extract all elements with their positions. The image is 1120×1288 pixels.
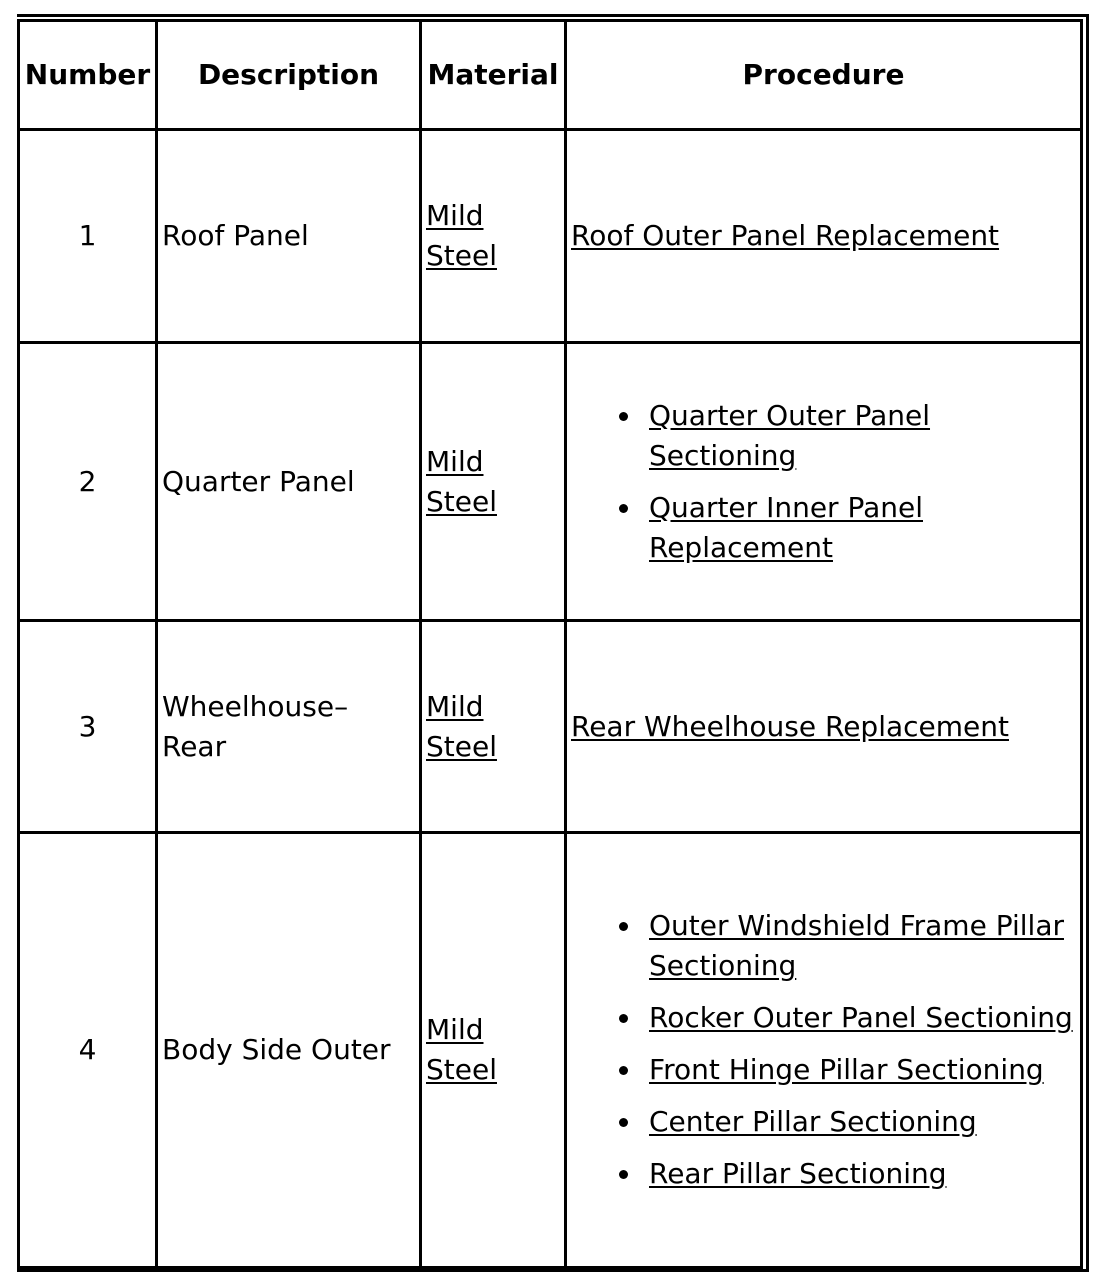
procedure-link-front-hinge-pillar-sectioning[interactable]: Front Hinge Pillar Sectioning	[649, 1053, 1044, 1086]
row-description: Quarter Panel	[155, 344, 419, 622]
header-number: Number	[17, 19, 155, 131]
bullet-icon	[619, 1066, 628, 1075]
list-item	[649, 1050, 1076, 1090]
header-procedure: Procedure	[564, 19, 1083, 131]
table-row	[17, 834, 1083, 1269]
row-number: 4	[17, 834, 155, 1269]
header-description: Description	[155, 19, 419, 131]
row-description: Roof Panel	[155, 131, 419, 344]
row-material-cell	[419, 622, 564, 834]
row-material-cell	[419, 834, 564, 1269]
row-number: 1	[17, 131, 155, 344]
procedure-list	[571, 396, 1076, 568]
row-number: 3	[17, 622, 155, 834]
procedure-link-rear-pillar-sectioning[interactable]: Rear Pillar Sectioning	[649, 1157, 947, 1190]
material-link[interactable]: Mild Steel	[426, 199, 497, 272]
table-header-row	[17, 19, 1083, 131]
procedure-link-center-pillar-sectioning[interactable]: Center Pillar Sectioning	[649, 1105, 977, 1138]
list-item	[649, 998, 1076, 1038]
material-link[interactable]: Mild Steel	[426, 689, 497, 763]
procedure-link-outer-windshield-frame-pillar-sectioning[interactable]: Outer Windshield Frame Pillar Sectioning	[649, 909, 1064, 982]
procedure-link-quarter-outer-panel-sectioning[interactable]: Quarter Outer Panel Sectioning	[649, 398, 931, 472]
row-description: Wheelhouse– Rear	[155, 622, 419, 834]
row-material-cell	[419, 131, 564, 344]
list-item	[649, 1102, 1076, 1142]
list-item	[649, 1154, 1076, 1194]
bullet-icon	[619, 1014, 628, 1023]
bullet-icon	[619, 922, 628, 931]
table-row	[17, 622, 1083, 834]
row-number: 2	[17, 344, 155, 622]
bullet-icon	[619, 1170, 628, 1179]
bullet-icon	[619, 1118, 628, 1127]
table-row	[17, 131, 1083, 344]
procedure-list	[571, 906, 1076, 1194]
list-item	[649, 488, 1076, 568]
table-row	[17, 344, 1083, 622]
procedure-link-roof-outer-panel-replacement[interactable]: Roof Outer Panel Replacement	[571, 219, 1000, 252]
list-item	[649, 396, 1076, 476]
procedure-link-quarter-inner-panel-replacement[interactable]: Quarter Inner Panel Replacement	[649, 490, 923, 564]
list-item	[649, 906, 1076, 986]
procedure-link-rear-wheelhouse-replacement[interactable]: Rear Wheelhouse Replacement	[571, 709, 1009, 743]
row-material-cell	[419, 344, 564, 622]
bullet-icon	[619, 412, 628, 421]
bullet-icon	[619, 504, 628, 513]
row-procedure-cell	[564, 131, 1083, 344]
row-procedure-cell	[564, 622, 1083, 834]
material-link[interactable]: Mild Steel	[426, 444, 497, 518]
row-procedure-cell	[564, 344, 1083, 622]
material-link[interactable]: Mild Steel	[426, 1013, 497, 1086]
procedure-link-rocker-outer-panel-sectioning[interactable]: Rocker Outer Panel Sectioning	[649, 1001, 1073, 1034]
row-description: Body Side Outer	[155, 834, 419, 1269]
parts-table	[17, 19, 1083, 1269]
row-procedure-cell	[564, 834, 1083, 1269]
header-material: Material	[419, 19, 564, 131]
